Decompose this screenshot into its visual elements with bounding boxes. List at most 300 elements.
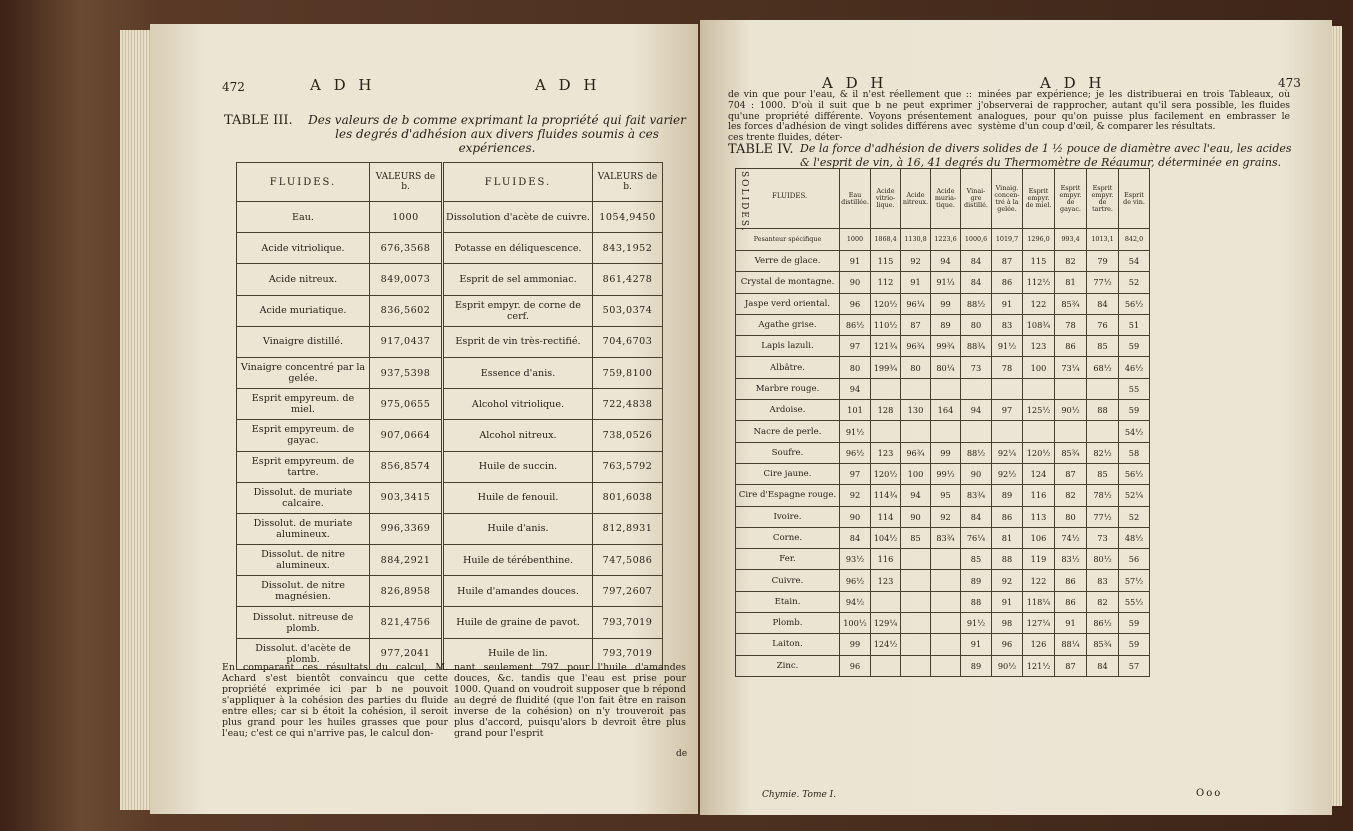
solid-name-cell: Cuivre. [736, 570, 840, 591]
specific-gravity-cell: 1223,6 [931, 229, 961, 251]
solid-name-cell: Etain. [736, 591, 840, 612]
value-cell: 55½ [1119, 591, 1150, 612]
table-row [237, 451, 663, 482]
value-cell: 95 [931, 485, 961, 506]
solid-name-cell: Cire jaune. [736, 463, 840, 484]
table-row [237, 607, 663, 638]
value-cell: 73 [961, 357, 992, 378]
value-cell: 90 [840, 506, 871, 527]
value-cell: 78½ [1087, 485, 1119, 506]
value-cell: 88¼ [1055, 634, 1087, 655]
table-row [736, 485, 1150, 506]
value-cell: 199¾ [871, 357, 901, 378]
value-cell: 112½ [1023, 272, 1055, 293]
value-cell: 917,0437 [370, 326, 443, 357]
specific-gravity-cell: 1130,8 [901, 229, 931, 251]
value-cell: 52 [1119, 272, 1150, 293]
solid-name-cell: Ardoise. [736, 400, 840, 421]
fluid-name-cell: Huile de lin. [443, 638, 593, 669]
table-row [736, 634, 1150, 655]
value-cell: 96 [840, 293, 871, 314]
value-cell: 747,5086 [593, 545, 663, 576]
fluid-name-cell: Acide nitreux. [237, 264, 370, 295]
table-row [736, 506, 1150, 527]
signature-mark: Ooo [1196, 788, 1223, 799]
value-cell [901, 634, 931, 655]
value-cell [901, 655, 931, 676]
page-number: 472 [222, 80, 245, 94]
value-cell: 57 [1119, 655, 1150, 676]
value-cell: 86½ [1087, 613, 1119, 634]
specific-gravity-cell: 1296,0 [1023, 229, 1055, 251]
column-header: FLUIDES. [443, 163, 593, 202]
value-cell: 46½ [1119, 357, 1150, 378]
value-cell: 676,3568 [370, 233, 443, 264]
value-cell: 121½ [1023, 655, 1055, 676]
value-cell: 84 [961, 251, 992, 272]
value-cell: 77½ [1087, 506, 1119, 527]
body-paragraph: minées par expérience; je les distribuerai en trois Tableaux, où j'observerai de rapprocher, autant qu'il sera possible, les fluides analogues, pour qu'on puisse plus facilement en embrasser le système d'un coup d'œil, & comparer les résultats. [978, 89, 1290, 133]
value-cell: 907,0664 [370, 420, 443, 451]
column-header: Eau distillée. [840, 169, 871, 229]
value-cell: 92 [901, 251, 931, 272]
solid-name-cell: Corne. [736, 527, 840, 548]
value-cell: 96 [840, 655, 871, 676]
table-row [736, 442, 1150, 463]
value-cell [901, 570, 931, 591]
value-cell: 121¾ [871, 336, 901, 357]
solides-label: SOLIDES. [739, 171, 749, 233]
value-cell: 90 [840, 272, 871, 293]
value-cell [901, 421, 931, 442]
value-cell: 48½ [1119, 527, 1150, 548]
value-cell [931, 591, 961, 612]
value-cell: 127¼ [1023, 613, 1055, 634]
value-cell: 122 [1023, 570, 1055, 591]
value-cell: 120½ [1023, 442, 1055, 463]
value-cell: 116 [1023, 485, 1055, 506]
value-cell: 118¼ [1023, 591, 1055, 612]
solid-name-cell: Plomb. [736, 613, 840, 634]
value-cell: 91⅓ [931, 272, 961, 293]
column-header: FLUIDES. [237, 163, 370, 202]
value-cell: 59 [1119, 613, 1150, 634]
value-cell: 92¼ [992, 442, 1023, 463]
value-cell: 97 [840, 336, 871, 357]
value-cell: 821,4756 [370, 607, 443, 638]
table-row [736, 655, 1150, 676]
value-cell: 96 [992, 634, 1023, 655]
value-cell: 91½ [992, 336, 1023, 357]
running-head: A D H [822, 74, 888, 92]
solid-name-cell: Zinc. [736, 655, 840, 676]
fluid-name-cell: Huile de fenouil. [443, 482, 593, 513]
column-header: Acide vitrio- lique. [871, 169, 901, 229]
value-cell: 82 [1055, 485, 1087, 506]
value-cell: 89 [961, 655, 992, 676]
value-cell: 94 [931, 251, 961, 272]
column-header: Acide muria- tique. [931, 169, 961, 229]
value-cell: 87 [992, 251, 1023, 272]
table-row [237, 233, 663, 264]
solid-name-cell: Ivoire. [736, 506, 840, 527]
specific-gravity-cell: 1019,7 [992, 229, 1023, 251]
value-cell: 86½ [840, 314, 871, 335]
value-cell: 120½ [871, 293, 901, 314]
value-cell: 125½ [1023, 400, 1055, 421]
value-cell: 937,5398 [370, 357, 443, 388]
value-cell: 164 [931, 400, 961, 421]
value-cell: 84 [840, 527, 871, 548]
value-cell: 97 [992, 400, 1023, 421]
value-cell: 92 [840, 485, 871, 506]
value-cell: 90½ [1055, 400, 1087, 421]
specific-gravity-cell: 1013,1 [1087, 229, 1119, 251]
value-cell: 73¼ [1055, 357, 1087, 378]
value-cell: 843,1952 [593, 233, 663, 264]
table-row [736, 463, 1150, 484]
value-cell: 51 [1119, 314, 1150, 335]
fluid-name-cell: Vinaigre concentré par la gelée. [237, 357, 370, 388]
solid-name-cell: Cire d'Espagne rouge. [736, 485, 840, 506]
fluid-name-cell: Esprit empyreum. de tartre. [237, 451, 370, 482]
value-cell [931, 634, 961, 655]
value-cell [871, 655, 901, 676]
value-cell: 55 [1119, 378, 1150, 399]
table-row [736, 378, 1150, 399]
value-cell: 89 [931, 314, 961, 335]
value-cell: 79 [1087, 251, 1119, 272]
solid-name-cell: Crystal de montagne. [736, 272, 840, 293]
value-cell: 59 [1119, 634, 1150, 655]
value-cell [1055, 421, 1087, 442]
fluid-name-cell: Esprit de vin très-rectifié. [443, 326, 593, 357]
solid-name-cell: Jaspe verd oriental. [736, 293, 840, 314]
value-cell: 85¾ [1087, 634, 1119, 655]
value-cell: 87 [901, 314, 931, 335]
footer-text: Chymie. Tome I. [762, 790, 837, 800]
value-cell [992, 378, 1023, 399]
pesanteur-label: Pesanteur spécifique [736, 229, 840, 251]
value-cell: 81 [992, 527, 1023, 548]
value-cell: 108¾ [1023, 314, 1055, 335]
value-cell: 83¾ [961, 485, 992, 506]
value-cell: 80 [961, 314, 992, 335]
value-cell: 797,2607 [593, 576, 663, 607]
specific-gravity-cell: 1000,6 [961, 229, 992, 251]
solid-name-cell: Agathe grise. [736, 314, 840, 335]
value-cell: 88 [992, 549, 1023, 570]
value-cell: 91 [901, 272, 931, 293]
value-cell: 861,4278 [593, 264, 663, 295]
solid-name-cell: Lapis lazuli. [736, 336, 840, 357]
value-cell [931, 421, 961, 442]
column-header: Acide nitreux. [901, 169, 931, 229]
value-cell: 89 [961, 570, 992, 591]
value-cell: 738,0526 [593, 420, 663, 451]
fluid-name-cell: Dissolut. de nitre alumineux. [237, 545, 370, 576]
value-cell: 93½ [840, 549, 871, 570]
value-cell: 86 [992, 506, 1023, 527]
catchword: de [676, 749, 688, 759]
value-cell [961, 378, 992, 399]
value-cell [1023, 378, 1055, 399]
value-cell: 88½ [961, 442, 992, 463]
value-cell [961, 421, 992, 442]
value-cell: 849,0073 [370, 264, 443, 295]
value-cell: 68½ [1087, 357, 1119, 378]
fluid-name-cell: Huile d'anis. [443, 513, 593, 544]
fluid-name-cell: Essence d'anis. [443, 357, 593, 388]
value-cell: 86 [992, 272, 1023, 293]
value-cell: 114¾ [871, 485, 901, 506]
value-cell: 83½ [1055, 549, 1087, 570]
value-cell [901, 591, 931, 612]
value-cell: 92 [931, 506, 961, 527]
value-cell: 91½ [961, 613, 992, 634]
value-cell: 759,8100 [593, 357, 663, 388]
value-cell: 88½ [961, 293, 992, 314]
body-paragraph: En comparant ces résultats du calcul, M. Achard s'est bientôt convaincu que cette propriété exprimée ici par b ne pouvoit s'appliquer à la cohésion des parties du fluide entre elles; car si b étoit la cohésion, il seroit plus grand pour les huiles grasses que pour l'eau; c'est ce qui n'arrive pas, le calcul don- [222, 662, 448, 739]
value-cell: 83¾ [931, 527, 961, 548]
table-row [237, 420, 663, 451]
column-header: Esprit empyr. de gayac. [1055, 169, 1087, 229]
fluid-name-cell: Dissolution d'acète de cuivre. [443, 202, 593, 233]
value-cell: 99¾ [931, 336, 961, 357]
table-row [237, 326, 663, 357]
value-cell: 87 [1055, 655, 1087, 676]
value-cell: 85 [901, 527, 931, 548]
value-cell: 115 [871, 251, 901, 272]
value-cell: 722,4838 [593, 389, 663, 420]
running-head: A D H [535, 76, 601, 94]
fluid-name-cell: Huile de succin. [443, 451, 593, 482]
table-row [736, 570, 1150, 591]
fluid-name-cell: Acide muriatique. [237, 295, 370, 326]
value-cell: 94 [840, 378, 871, 399]
value-cell: 99 [931, 293, 961, 314]
value-cell: 113 [1023, 506, 1055, 527]
value-cell: 85¾ [1055, 293, 1087, 314]
value-cell: 80½ [1087, 549, 1119, 570]
value-cell: 92½ [992, 463, 1023, 484]
value-cell: 90 [961, 463, 992, 484]
value-cell: 59 [1119, 400, 1150, 421]
specific-gravity-cell: 1000 [840, 229, 871, 251]
value-cell: 86 [1055, 570, 1087, 591]
value-cell: 826,8958 [370, 576, 443, 607]
table-row [736, 400, 1150, 421]
value-cell: 76¼ [961, 527, 992, 548]
value-cell [871, 378, 901, 399]
solid-name-cell: Albâtre. [736, 357, 840, 378]
table-row [736, 527, 1150, 548]
value-cell: 98 [992, 613, 1023, 634]
value-cell: 91 [961, 634, 992, 655]
fluid-name-cell: Dissolut. nitreuse de plomb. [237, 607, 370, 638]
solid-name-cell: Marbre rouge. [736, 378, 840, 399]
value-cell [1055, 378, 1087, 399]
value-cell: 52 [1119, 506, 1150, 527]
value-cell: 812,8931 [593, 513, 663, 544]
value-cell [1087, 378, 1119, 399]
value-cell: 80 [1055, 506, 1087, 527]
value-cell: 57½ [1119, 570, 1150, 591]
fluid-name-cell: Huile de térébenthine. [443, 545, 593, 576]
table-label: TABLE IV. [728, 142, 794, 157]
table-row [237, 482, 663, 513]
value-cell [901, 378, 931, 399]
table-row [736, 272, 1150, 293]
value-cell: 96¾ [901, 336, 931, 357]
value-cell: 87 [1055, 463, 1087, 484]
value-cell: 112 [871, 272, 901, 293]
value-cell: 85¾ [1055, 442, 1087, 463]
value-cell: 123 [871, 570, 901, 591]
value-cell: 763,5792 [593, 451, 663, 482]
value-cell [901, 549, 931, 570]
table-row [237, 264, 663, 295]
table-row [237, 295, 663, 326]
specific-gravity-cell: 842,0 [1119, 229, 1150, 251]
fluid-name-cell: Dissolut. de nitre magnésien. [237, 576, 370, 607]
value-cell: 96¾ [901, 442, 931, 463]
value-cell: 801,6038 [593, 482, 663, 513]
value-cell: 124 [1023, 463, 1055, 484]
fluid-name-cell: Vinaigre distillé. [237, 326, 370, 357]
value-cell: 975,0655 [370, 389, 443, 420]
value-cell: 119 [1023, 549, 1055, 570]
value-cell: 120½ [871, 463, 901, 484]
value-cell: 91 [992, 293, 1023, 314]
value-cell: 126 [1023, 634, 1055, 655]
value-cell: 97 [840, 463, 871, 484]
value-cell: 100 [901, 463, 931, 484]
value-cell: 88 [1087, 400, 1119, 421]
value-cell: 110½ [871, 314, 901, 335]
fluid-name-cell: Acide vitriolique. [237, 233, 370, 264]
value-cell: 84 [961, 272, 992, 293]
column-header: Esprit empyr. de tartre. [1087, 169, 1119, 229]
specific-gravity-cell: 993,4 [1055, 229, 1087, 251]
value-cell: 77½ [1087, 272, 1119, 293]
page-number: 473 [1278, 76, 1301, 90]
value-cell: 84 [1087, 655, 1119, 676]
fluid-name-cell: Alcohol nitreux. [443, 420, 593, 451]
corner-cell [736, 169, 840, 233]
value-cell: 91½ [840, 421, 871, 442]
value-cell: 124½ [871, 634, 901, 655]
table-row [237, 545, 663, 576]
value-cell: 99 [840, 634, 871, 655]
value-cell: 793,7019 [593, 607, 663, 638]
value-cell: 88 [961, 591, 992, 612]
value-cell: 130 [901, 400, 931, 421]
value-cell: 94 [901, 485, 931, 506]
value-cell: 85 [961, 549, 992, 570]
value-cell: 836,5602 [370, 295, 443, 326]
value-cell [931, 613, 961, 634]
running-head: A D H [1040, 74, 1106, 92]
column-header: VALEURS de b. [370, 163, 443, 202]
solid-name-cell: Fer. [736, 549, 840, 570]
fluid-name-cell: Esprit empyreum. de miel. [237, 389, 370, 420]
value-cell: 86 [1055, 591, 1087, 612]
value-cell [931, 549, 961, 570]
value-cell: 114 [871, 506, 901, 527]
body-paragraph: nant seulement 797 pour l'huile d'amandes douces, &c. tandis que l'eau est prise pour 1000. Quand on voudroit supposer que b répond au degré de fluidité (que l'on fait être en raison inverse de la cohésion) on n'y trouveroit pas plus d'accord, puisqu'alors b devroit être plus grand pour l'esprit [454, 662, 686, 739]
table-row [736, 591, 1150, 612]
value-cell [871, 421, 901, 442]
value-cell [931, 570, 961, 591]
value-cell: 977,2041 [370, 638, 443, 669]
value-cell: 90 [901, 506, 931, 527]
value-cell: 59 [1119, 336, 1150, 357]
value-cell: 83 [1087, 570, 1119, 591]
value-cell: 100½ [840, 613, 871, 634]
column-header: Esprit de vin. [1119, 169, 1150, 229]
value-cell: 73 [1087, 527, 1119, 548]
value-cell: 54 [1119, 251, 1150, 272]
fluid-name-cell: Esprit empyreum. de gayac. [237, 420, 370, 451]
table-row [237, 202, 663, 233]
table-row [237, 576, 663, 607]
left-page-edges [120, 30, 152, 810]
value-cell: 84 [961, 506, 992, 527]
value-cell [992, 421, 1023, 442]
fluid-name-cell: Dissolut. de muriate alumineux. [237, 513, 370, 544]
solid-name-cell: Nacre de perle. [736, 421, 840, 442]
value-cell: 129¼ [871, 613, 901, 634]
value-cell: 85 [1087, 463, 1119, 484]
value-cell: 884,2921 [370, 545, 443, 576]
solid-name-cell: Soufre. [736, 442, 840, 463]
fluid-name-cell: Huile d'amandes douces. [443, 576, 593, 607]
table-row [736, 314, 1150, 335]
value-cell: 1054,9450 [593, 202, 663, 233]
value-cell: 91 [992, 591, 1023, 612]
value-cell: 99½ [931, 463, 961, 484]
value-cell: 122 [1023, 293, 1055, 314]
table-row [237, 513, 663, 544]
value-cell: 54½ [1119, 421, 1150, 442]
value-cell [871, 591, 901, 612]
fluid-name-cell: Potasse en déliquescence. [443, 233, 593, 264]
value-cell: 503,0374 [593, 295, 663, 326]
table-3 [236, 162, 663, 670]
value-cell: 90½ [992, 655, 1023, 676]
column-header: Vinai- gre distillé. [961, 169, 992, 229]
fluid-name-cell: Huile de graine de pavot. [443, 607, 593, 638]
value-cell: 101 [840, 400, 871, 421]
value-cell: 91 [840, 251, 871, 272]
table-row [736, 549, 1150, 570]
table-row [736, 357, 1150, 378]
value-cell: 92 [992, 570, 1023, 591]
body-paragraph: de vin que pour l'eau, & il n'est réellement que :: 704 : 1000. D'où il suit que b ne peut exprimer qu'une propriété différente. Voyons présentement les forces d'adhésion de vingt solides différens avec ces trente fluides, déter- [728, 89, 972, 144]
value-cell: 80 [901, 357, 931, 378]
value-cell: 78 [1055, 314, 1087, 335]
value-cell: 94 [961, 400, 992, 421]
table-4 [735, 168, 1150, 677]
value-cell: 96½ [840, 570, 871, 591]
table-title: Des valeurs de b comme exprimant la propriété qui fait varier les degrés d'adhésion aux divers fluides soumis à ces expériences. [308, 113, 686, 155]
value-cell: 106 [1023, 527, 1055, 548]
value-cell: 1000 [370, 202, 443, 233]
value-cell: 80¼ [931, 357, 961, 378]
value-cell: 86 [1055, 336, 1087, 357]
value-cell: 116 [871, 549, 901, 570]
